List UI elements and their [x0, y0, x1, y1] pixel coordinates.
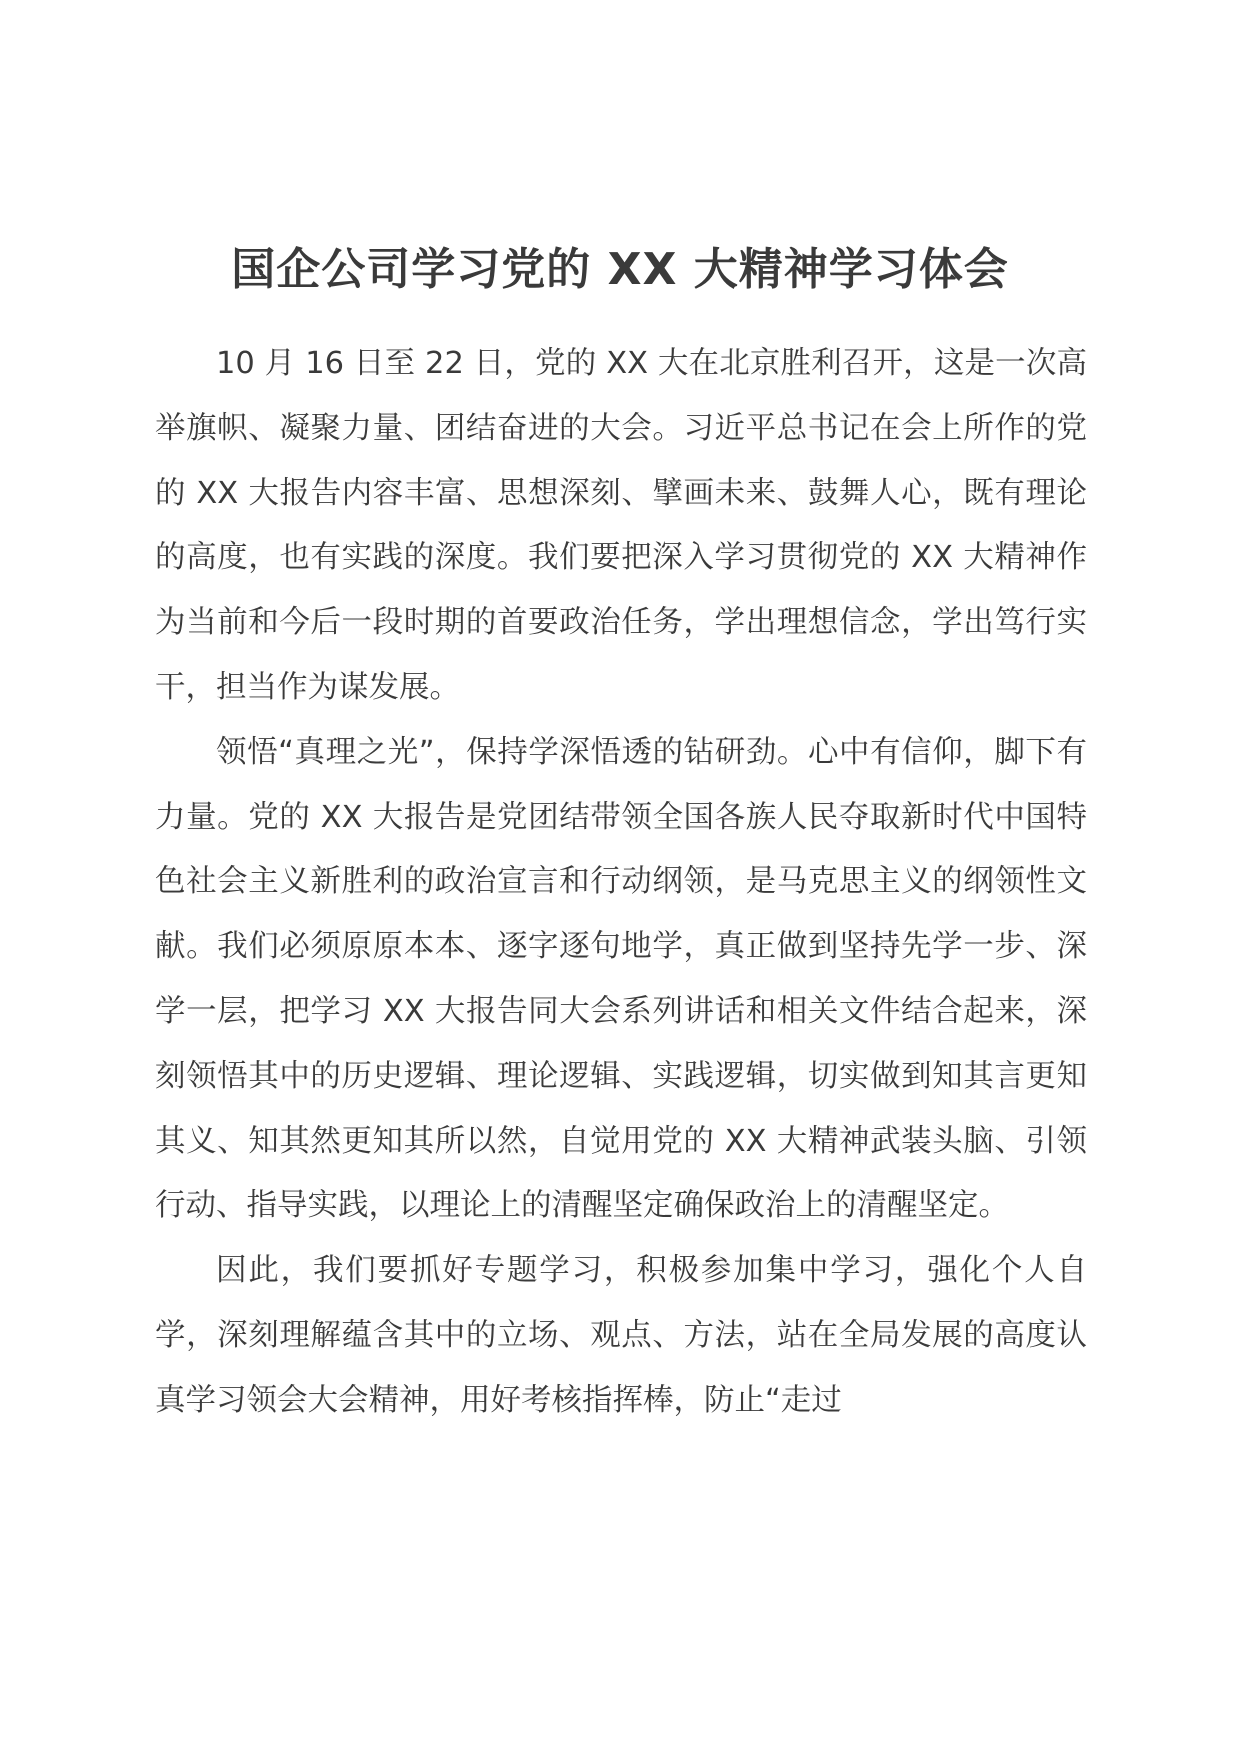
paragraph-3: 因此，我们要抓好专题学习，积极参加集中学习，强化个人自学，深刻理解蕴含其中的立场、观点、方法，站在全局发展的高度认真学习领会大会精神，用好考核指挥棒，防止“走过	[155, 1253, 1087, 1418]
document-body	[155, 332, 1087, 1434]
document-title: 国企公司学习党的 XX 大精神学习体会	[231, 244, 1009, 295]
paragraph-1: 10 月 16 日至 22 日，党的 XX 大在北京胜利召开，这是一次高举旗帜、凝聚力量、团结奋进的大会。习近平总书记在会上所作的党的 XX 大报告内容丰富、思想深刻、擘画未来、鼓舞人心，既有理论的高度，也有实践的深度。我们要把深入学习贯彻党的 XX 大精神作为当前和今后一段时期的首要政治任务，学出理想信念，学出笃行实干，担当作为谋发展。	[155, 346, 1087, 705]
paragraph-2: 领悟“真理之光”，保持学深悟透的钻研劲。心中有信仰，脚下有力量。党的 XX 大报告是党团结带领全国各族人民夺取新时代中国特色社会主义新胜利的政治宣言和行动纲领，是马克思主义的纲领性文献。我们必须原原本本、逐字逐句地学，真正做到坚持先学一步、深学一层，把学习 XX 大报告同大会系列讲话和相关文件结合起来，深刻领悟其中的历史逻辑、理论逻辑、实践逻辑，切实做到知其言更知其义、知其然更知其所以然，自觉用党的 XX 大精神武装头脑、引领行动、指导实践，以理论上的清醒坚定确保政治上的清醒坚定。	[155, 734, 1087, 1224]
